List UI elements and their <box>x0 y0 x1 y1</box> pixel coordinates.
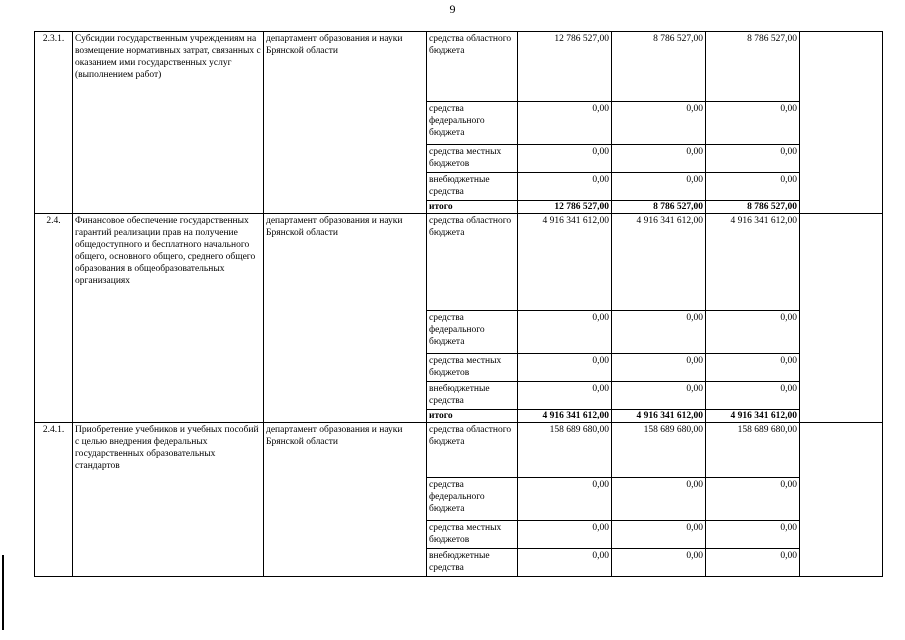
amount-cell: 0,00 <box>518 478 612 521</box>
amount-cell: 0,00 <box>612 521 706 549</box>
amount-cell: 0,00 <box>518 173 612 201</box>
amount-cell: 0,00 <box>706 354 800 382</box>
total-amount: 8 786 527,00 <box>706 201 800 214</box>
amount-cell: 0,00 <box>706 173 800 201</box>
amount-cell: 0,00 <box>612 311 706 354</box>
amount-cell: 158 689 680,00 <box>612 423 706 478</box>
funding-source: внебюджетные средства <box>427 549 518 577</box>
amount-cell: 0,00 <box>706 549 800 577</box>
table-row <box>35 423 883 478</box>
amount-cell: 0,00 <box>518 549 612 577</box>
amount-cell: 0,00 <box>612 102 706 145</box>
total-amount: 4 916 341 612,00 <box>518 410 612 423</box>
funding-source: внебюджетные средства <box>427 382 518 410</box>
amount-cell: 0,00 <box>706 521 800 549</box>
funding-source: средства местных бюджетов <box>427 521 518 549</box>
amount-cell: 0,00 <box>612 478 706 521</box>
amount-cell: 0,00 <box>518 145 612 173</box>
amount-cell: 4 916 341 612,00 <box>518 214 612 311</box>
amount-cell: 0,00 <box>706 382 800 410</box>
funding-source: внебюджетные средства <box>427 173 518 201</box>
amount-cell: 0,00 <box>518 102 612 145</box>
amount-cell: 0,00 <box>706 102 800 145</box>
amount-cell: 0,00 <box>706 311 800 354</box>
funding-source: средства федерального бюджета <box>427 102 518 145</box>
amount-cell: 8 786 527,00 <box>612 32 706 102</box>
executor: департамент образования и науки Брянской области <box>264 423 427 577</box>
row-number: 2.4. <box>35 214 73 423</box>
amount-cell: 0,00 <box>612 354 706 382</box>
amount-cell: 0,00 <box>706 478 800 521</box>
row-number: 2.4.1. <box>35 423 73 577</box>
page-number: 9 <box>449 2 456 16</box>
executor: департамент образования и науки Брянской области <box>264 32 427 214</box>
amount-cell: 158 689 680,00 <box>706 423 800 478</box>
amount-cell: 12 786 527,00 <box>518 32 612 102</box>
executor: департамент образования и науки Брянской области <box>264 214 427 423</box>
funding-source: средства областного бюджета <box>427 423 518 478</box>
amount-cell: 0,00 <box>518 382 612 410</box>
amount-cell: 0,00 <box>612 382 706 410</box>
measure-name: Финансовое обеспечение государственных гарантий реализации прав на получение общедоступного и бесплатного начального общего, основного общего, среднего общего образования в общеобразовательных организациях <box>73 214 264 423</box>
amount-cell: 0,00 <box>612 173 706 201</box>
total-label: итого <box>427 410 518 423</box>
empty-cell <box>800 32 883 214</box>
total-amount: 12 786 527,00 <box>518 201 612 214</box>
table-row <box>35 214 883 311</box>
amount-cell: 0,00 <box>612 145 706 173</box>
amount-cell: 0,00 <box>612 549 706 577</box>
row-number: 2.3.1. <box>35 32 73 214</box>
amount-cell: 0,00 <box>518 311 612 354</box>
table-row <box>35 32 883 102</box>
budget-table <box>34 31 883 577</box>
total-amount: 4 916 341 612,00 <box>706 410 800 423</box>
funding-source: средства областного бюджета <box>427 32 518 102</box>
funding-source: средства федерального бюджета <box>427 311 518 354</box>
funding-source: средства местных бюджетов <box>427 145 518 173</box>
measure-name: Субсидии государственным учреждениям на возмещение нормативных затрат, связанных с оказанием ими государственных услуг (выполнением работ) <box>73 32 264 214</box>
total-amount: 8 786 527,00 <box>612 201 706 214</box>
scan-edge-mark <box>2 555 4 630</box>
amount-cell: 4 916 341 612,00 <box>706 214 800 311</box>
amount-cell: 8 786 527,00 <box>706 32 800 102</box>
amount-cell: 158 689 680,00 <box>518 423 612 478</box>
empty-cell <box>800 214 883 423</box>
amount-cell: 0,00 <box>518 354 612 382</box>
amount-cell: 0,00 <box>706 145 800 173</box>
total-label: итого <box>427 201 518 214</box>
measure-name: Приобретение учебников и учебных пособий с целью внедрения федеральных государственных образовательных стандартов <box>73 423 264 577</box>
funding-source: средства федерального бюджета <box>427 478 518 521</box>
funding-source: средства областного бюджета <box>427 214 518 311</box>
amount-cell: 4 916 341 612,00 <box>612 214 706 311</box>
total-amount: 4 916 341 612,00 <box>612 410 706 423</box>
funding-source: средства местных бюджетов <box>427 354 518 382</box>
amount-cell: 0,00 <box>518 521 612 549</box>
empty-cell <box>800 423 883 577</box>
